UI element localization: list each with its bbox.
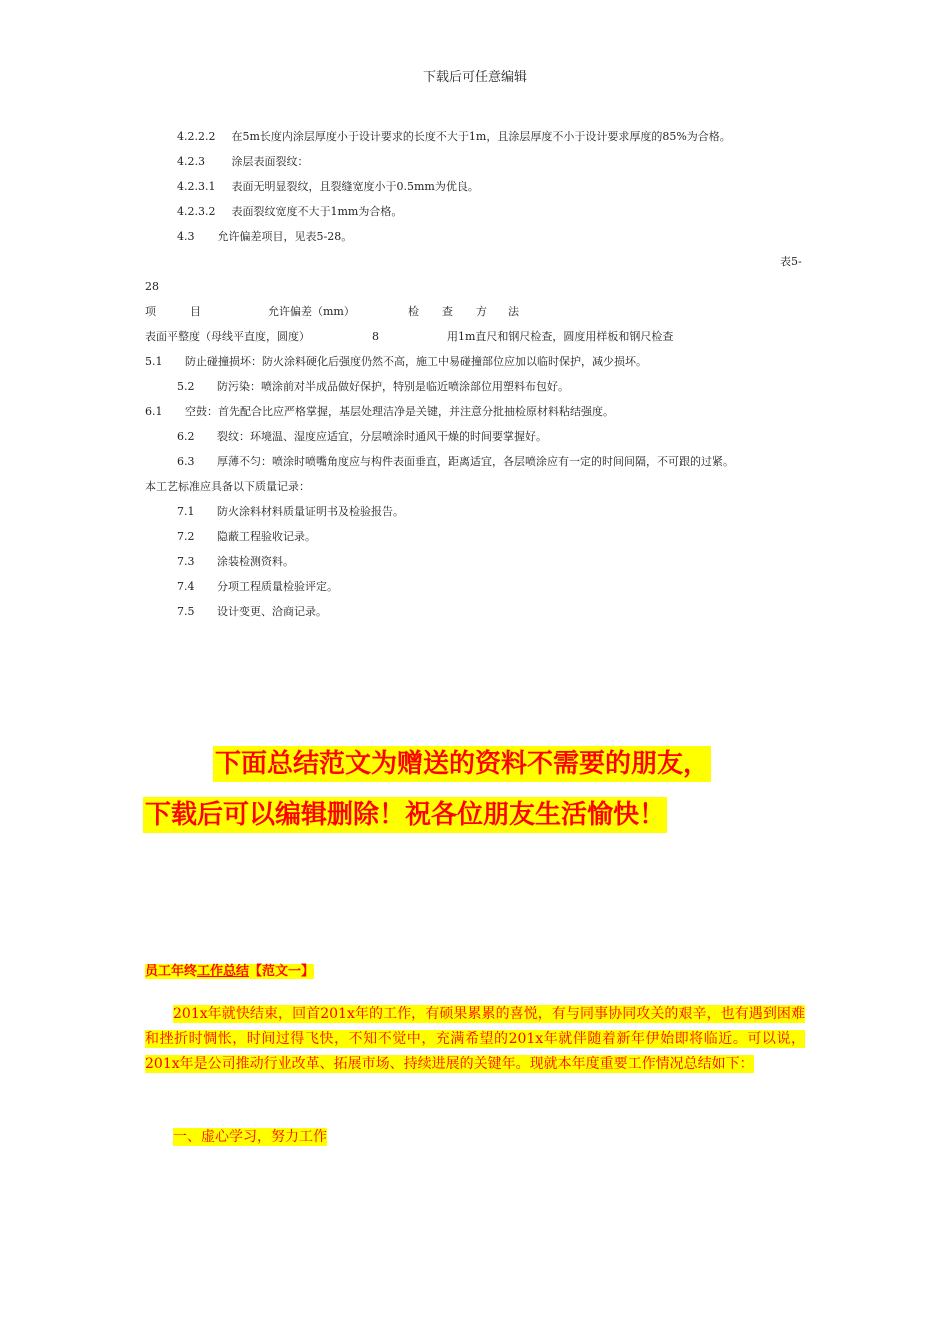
item-text: 防污染：喷涂前对半成品做好保护，特别是临近喷涂部位用塑料布包好。 [217, 380, 569, 393]
item-number: 7.3 [177, 555, 195, 568]
list-item [177, 180, 479, 194]
item-text: 允许偏差项目，见表5-28。 [217, 230, 353, 243]
records-intro: 本工艺标准应具备以下质量记录： [145, 480, 310, 493]
item-number: 5.2 [177, 380, 195, 393]
paragraph-text: 一、虚心学习，努力工作 [173, 1129, 327, 1145]
header-cell: 查 [442, 305, 453, 318]
page-header: 下载后可任意编辑 [422, 70, 527, 85]
item-number: 7.1 [177, 505, 195, 518]
item-text: 防止碰撞损坏：防火涂料硬化后强度仍然不高，施工中易碰撞部位应加以临时保护，减少损坏。 [185, 355, 647, 368]
list-item [177, 430, 547, 444]
header-cell: 允许偏差（mm） [268, 305, 355, 318]
summary-title-part: 工作总结 [197, 964, 250, 979]
item-text: 隐蔽工程验收记录。 [217, 530, 316, 543]
table-row [0, 330, 950, 344]
list-item [177, 605, 327, 619]
list-item [145, 355, 647, 369]
item-text: 防火涂料材料质量证明书及检验报告。 [217, 505, 404, 518]
header-cell: 目 [190, 305, 201, 318]
item-text: 表面无明显裂纹，且裂缝宽度小于0.5mm为优良。 [231, 180, 479, 193]
gift-notice-line-2: 下载后可以编辑删除！祝各位朋友生活愉快！ [143, 797, 667, 833]
item-number: 6.2 [177, 430, 195, 443]
item-text: 表面裂纹宽度不大于1mm为合格。 [231, 205, 403, 218]
list-item [177, 555, 294, 569]
item-text: 裂纹：环境温、湿度应适宜，分层喷涂时通风干燥的时间要掌握好。 [217, 430, 547, 443]
item-number: 5.1 [145, 355, 163, 368]
item-number: 7.5 [177, 605, 195, 618]
list-item [177, 130, 731, 144]
item-text: 涂层表面裂纹： [231, 155, 309, 168]
item-text: 设计变更、洽商记录。 [217, 605, 327, 618]
list-item [177, 155, 309, 169]
summary-paragraph [145, 1002, 805, 1077]
item-number: 4.2.2.2 [177, 130, 216, 143]
summary-title-part: 员工年终 [145, 964, 198, 979]
item-number: 4.3 [177, 230, 195, 243]
item-number: 7.2 [177, 530, 195, 543]
table-caption-number: 28 [145, 280, 159, 293]
list-item [177, 580, 338, 594]
item-number: 4.2.3.1 [177, 180, 216, 193]
table-cell: 用1m直尺和钢尺检查，圆度用样板和钢尺检查 [447, 330, 674, 343]
item-text: 在5m长度内涂层厚度小于设计要求的长度不大于1m，且涂层厚度不小于设计要求厚度的85%为合格。 [231, 130, 731, 143]
header-cell: 检 [408, 305, 419, 318]
summary-title [145, 960, 314, 979]
list-item [177, 380, 569, 394]
list-item [177, 530, 316, 544]
header-cell: 法 [508, 305, 519, 318]
header-cell: 项 [145, 305, 156, 318]
list-item [177, 455, 734, 469]
summary-title-part: 【范文一】 [249, 964, 315, 979]
item-text: 厚薄不匀：喷涂时喷嘴角度应与构件表面垂直，距离适宜，各层喷涂应有一定的时间间隔，不可跟的过紧。 [217, 455, 734, 468]
paragraph-text: 201x年就快结束，回首201x年的工作，有硕果累累的喜悦，有与同事协同攻关的艰辛，也有遇到困难和挫折时惆怅，时间过得飞快，不知不觉中，充满希望的201x年就伴随着新年伊始即将临近。可以说，201x年是公司推动行业改革、拓展市场、持续进展的关键年。现就本年度重要工作情况总结如下： [145, 1006, 805, 1072]
item-number: 6.1 [145, 405, 163, 418]
list-item [177, 230, 352, 244]
item-number: 4.2.3 [177, 155, 205, 168]
summary-subheading [145, 1125, 805, 1150]
table-caption: 表5- [780, 255, 802, 268]
list-item [177, 205, 402, 219]
item-number: 4.2.3.2 [177, 205, 216, 218]
item-number: 6.3 [177, 455, 195, 468]
item-number: 7.4 [177, 580, 195, 593]
gift-notice-line-1: 下面总结范文为赠送的资料不需要的朋友， [213, 746, 711, 782]
table-cell: 表面平整度（母线平直度，圆度） [145, 330, 310, 343]
header-cell: 方 [476, 305, 487, 318]
item-text: 分项工程质量检验评定。 [217, 580, 338, 593]
item-text: 涂装检测资料。 [217, 555, 294, 568]
list-item [145, 405, 614, 419]
item-text: 空鼓：首先配合比应严格掌握，基层处理洁净是关键，并注意分批抽检原材料粘结强度。 [185, 405, 614, 418]
table-header [0, 305, 950, 319]
list-item [177, 505, 404, 519]
table-cell: 8 [372, 330, 379, 343]
